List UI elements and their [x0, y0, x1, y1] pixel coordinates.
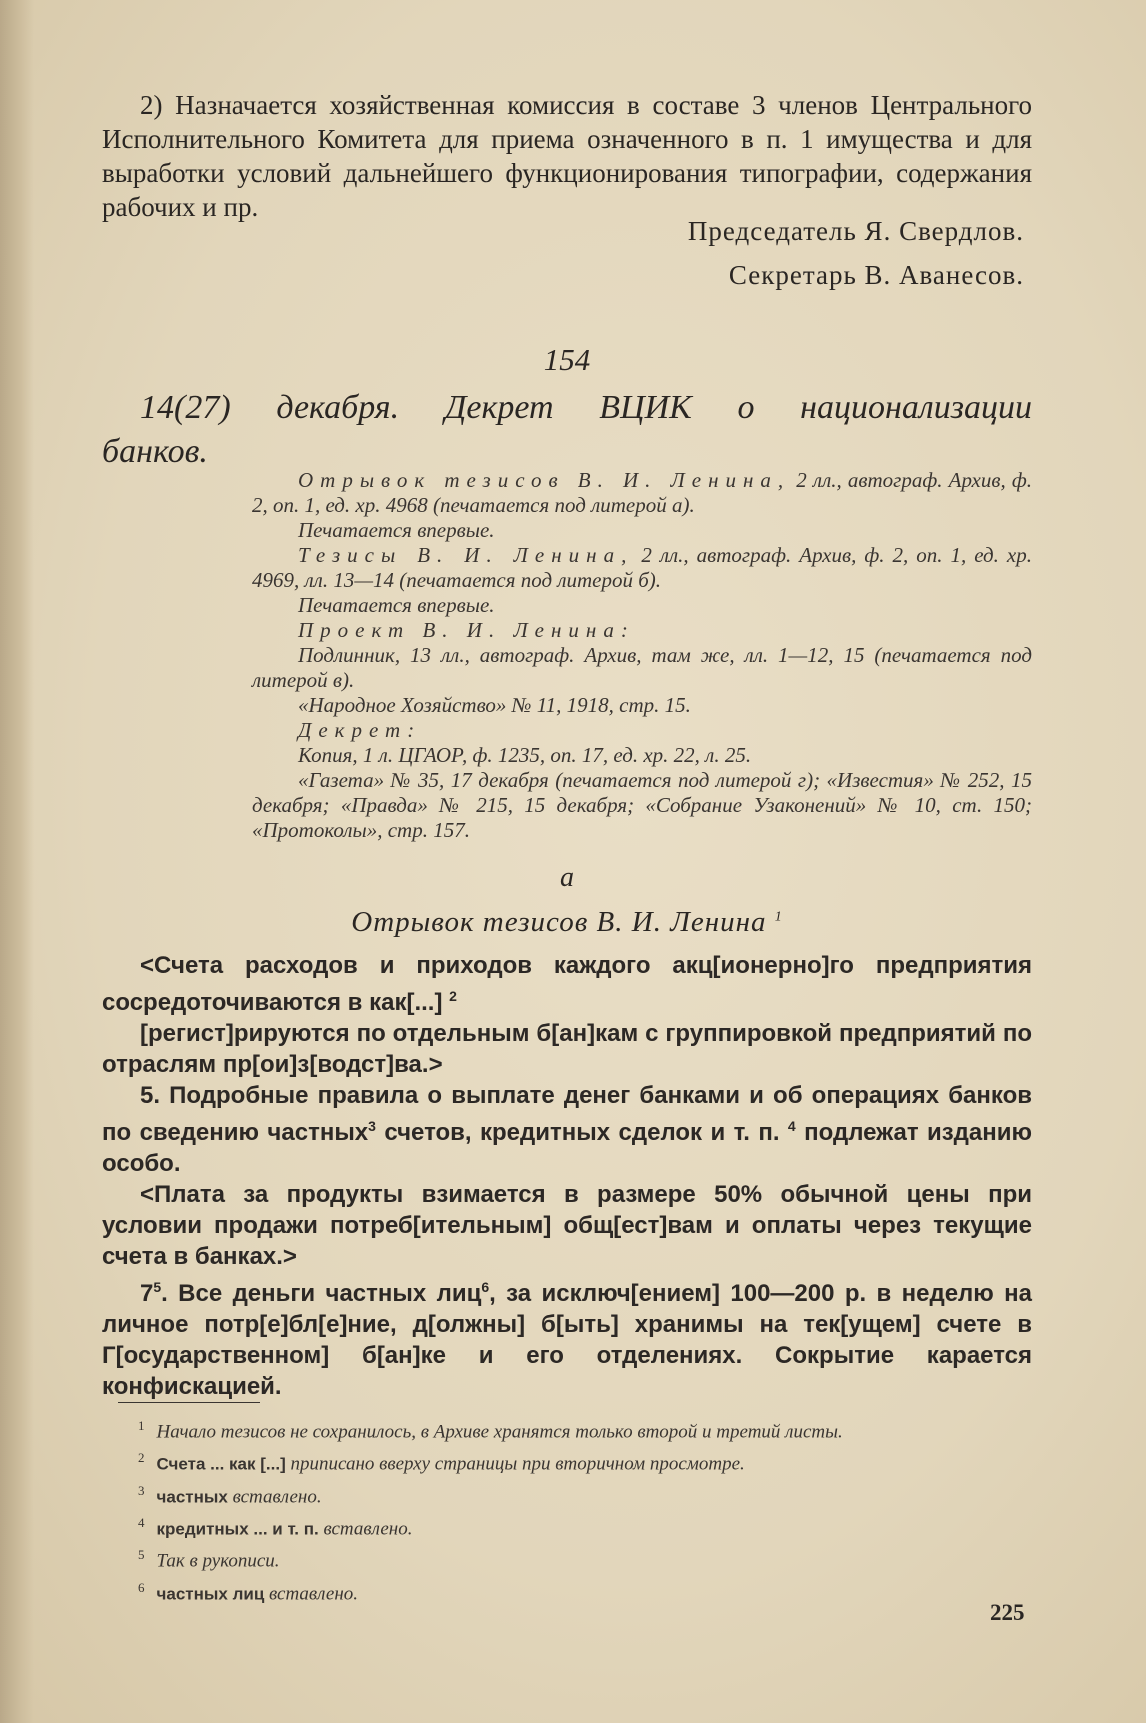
- section-title-block: [102, 906, 1032, 939]
- section-title: Отрывок тезисов В. И. Ленина $^1$: [351, 906, 783, 938]
- footnotes-block: [138, 1414, 1032, 1608]
- source-item: Проект В. И. Ленина:: [298, 618, 635, 642]
- signature-chairman: Председатель Я. Свердлов.: [687, 216, 1024, 246]
- footnote-5: $^5$ Так в рукописи.: [138, 1547, 280, 1572]
- source-item: Декрет:: [298, 718, 422, 742]
- source-item: «Народное Хозяйство» № 11, 1918, стр. 15.: [298, 693, 691, 717]
- section-letter: а: [560, 862, 574, 893]
- footnote-ref: 3: [368, 1118, 376, 1134]
- signature-secretary: Секретарь В. Аванесов.: [728, 260, 1024, 290]
- body-paragraph-4: $7^5$. Все деньги частных лиц$^6$, за исключ[ением] 100—200 р. в неделю на личное потр[е]бл[е]ние, д[олжны] б[ыть] хранимы на тек[ущем] счете в Г[осударственном] б[ан]ке и его отделениях. Сокрытие карается конфискацией.: [102, 1279, 1032, 1400]
- source-item: Тезисы В. И. Ленина, 2 лл., автограф. Архив, ф. 2, оп. 1, ед. хр. 4969, лл. 13—14 (печатается под литерой б).: [252, 543, 1032, 592]
- footnote-6: $^6$ частных лиц вставлено.: [138, 1579, 359, 1604]
- body-paragraph-1b: [регист]рируются по отдельным б[ан]кам с группировкой предприятий по отраслям пр[ои]з[водст]ва.>: [102, 1020, 1032, 1078]
- top-paragraph: 2) Назначается хозяйственная комиссия в составе 3 членов Центрального Исполнительного Комитета для приема означенного в п. 1 имущества и для выработки условий дальнейшего функционирования типографии, содержания рабочих и пр.: [102, 90, 1032, 222]
- document-number-block: [102, 342, 1032, 378]
- body-block: [102, 950, 1032, 1402]
- body-paragraph-3: <Плата за продукты взимается в размере 50% обычной цены при условии продажи потреб[ительным] общ[ест]вам и оплаты через текущие счета в банках.>: [102, 1181, 1032, 1270]
- heading-block: [102, 386, 1032, 474]
- body-paragraph-2: 5. Подробные правила о выплате денег банками и об операциях банков по сведению частных$^3$ счетов, кредитных сделок и т. п. $^4$ подлежат изданию особо.: [102, 1082, 1032, 1177]
- document-heading: 14(27) декабря. Декрет ВЦИК о национализации банков.: [102, 389, 1032, 470]
- footnote-3: $^3$ частных вставлено.: [138, 1482, 322, 1507]
- body-paragraph-1: <Счета расходов и приходов каждого акц[ионерно]го предприятия сосредоточиваются в как[...] $^2$: [102, 952, 1032, 1016]
- page-number: 225: [990, 1600, 1025, 1625]
- footnote-ref: 5: [153, 1279, 162, 1295]
- signatures: [102, 214, 1032, 292]
- source-item: Копия, 1 л. ЦГАОР, ф. 1235, оп. 17, ед. хр. 22, л. 25.: [298, 743, 752, 767]
- footnote-1: $^1$ Начало тезисов не сохранилось, в Архиве хранятся только второй и третий листы.: [138, 1418, 843, 1443]
- source-item: Печатается впервые.: [298, 518, 495, 542]
- top-paragraph-block: [102, 88, 1032, 224]
- sources-block: [252, 468, 1032, 843]
- source-item: Подлинник, 13 лл., автограф. Архив, там же, лл. 1—12, 15 (печатается под литерой в).: [252, 643, 1032, 692]
- source-item: «Газета» № 35, 17 декабря (печатается под литерой г); «Известия» № 252, 15 декабря; «Правда» № 215, 15 декабря; «Собрание Узаконений» № 10, ст. 150; «Протоколы», стр. 157.: [252, 768, 1032, 842]
- page-spine-shadow: [0, 0, 34, 1723]
- source-item: Отрывок тезисов В. И. Ленина, 2 лл., автограф. Архив, ф. 2, оп. 1, ед. хр. 4968 (печатается под литерой а).: [252, 468, 1033, 517]
- footnote-ref: 6: [481, 1279, 490, 1295]
- footnote-4: $^4$ кредитных ... и т. п. вставлено.: [138, 1514, 413, 1540]
- document-number: 154: [543, 342, 591, 377]
- footnote-rule: [118, 1402, 260, 1403]
- source-item: Печатается впервые.: [298, 593, 495, 617]
- footnote-ref: 1: [774, 909, 783, 925]
- footnote-ref: 2: [449, 988, 457, 1004]
- footnote-ref: 4: [787, 1118, 796, 1134]
- section-letter-block: [102, 862, 1032, 894]
- footnote-2: $^2$ Счета ... как [...] приписано вверху страницы при вторичном просмотре.: [138, 1450, 745, 1475]
